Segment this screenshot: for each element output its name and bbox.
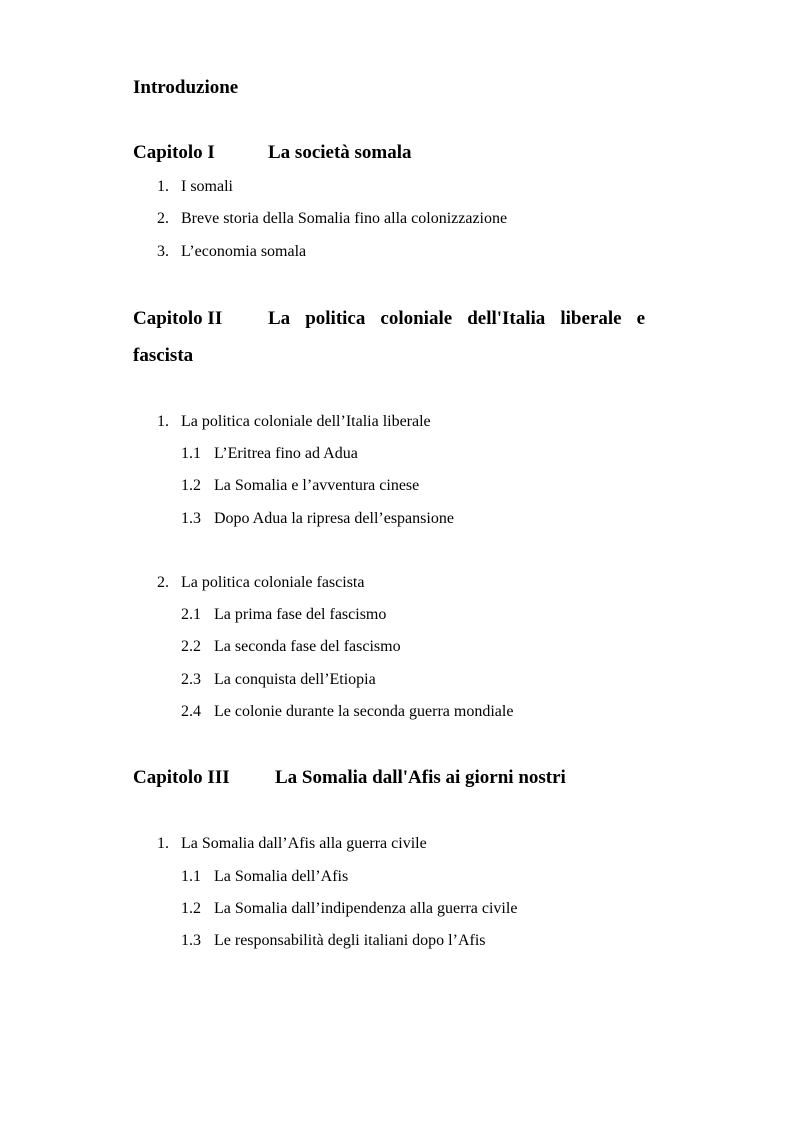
chapter-1-item-2-text: Breve storia della Somalia fino alla colonizzazione [181, 210, 508, 227]
chapter-2-sub-1-2-number: 1.2 [181, 477, 201, 494]
chapter-3-title: La Somalia dall'Afis ai giorni nostri [275, 767, 566, 788]
chapter-1-item-1-text: I somali [181, 178, 233, 195]
chapter-3-sub-1-1-text: La Somalia dell’Afis [214, 868, 349, 885]
chapter-2-sub-2-3-number: 2.3 [181, 671, 201, 688]
chapter-2-sub-1-1-text: L’Eritrea fino ad Adua [214, 445, 358, 462]
chapter-2-section-1-number: 1. [157, 413, 169, 430]
chapter-2-title-line-2: fascista [133, 345, 194, 366]
chapter-2-sub-2-2-number: 2.2 [181, 638, 201, 655]
chapter-2-sub-2-4-text: Le colonie durante la seconda guerra mondiale [214, 703, 514, 720]
chapter-1-item-1-number: 1. [157, 178, 169, 195]
chapter-2-sub-2-1-number: 2.1 [181, 606, 201, 623]
intro-heading: Introduzione [133, 77, 239, 98]
chapter-2-section-2-text: La politica coloniale fascista [181, 574, 365, 591]
chapter-1-label: Capitolo I [133, 142, 215, 163]
chapter-2-sub-1-3-number: 1.3 [181, 510, 201, 527]
chapter-2-sub-2-4-number: 2.4 [181, 703, 201, 720]
chapter-2-sub-1-3-text: Dopo Adua la ripresa dell’espansione [214, 510, 454, 527]
chapter-2-sub-2-2-text: La seconda fase del fascismo [214, 638, 401, 655]
chapter-1-title: La società somala [268, 142, 412, 163]
chapter-2-section-1-text: La politica coloniale dell’Italia liberale [181, 413, 431, 430]
chapter-1-item-2-number: 2. [157, 210, 169, 227]
chapter-2-sub-2-1-text: La prima fase del fascismo [214, 606, 387, 623]
chapter-2-sub-1-2-text: La Somalia e l’avventura cinese [214, 477, 420, 494]
chapter-1-item-3-text: L’economia somala [181, 243, 307, 260]
chapter-3-sub-1-2-text: La Somalia dall’indipendenza alla guerra civile [214, 900, 518, 917]
chapter-3-section-1-number: 1. [157, 835, 169, 852]
chapter-3-sub-1-3-number: 1.3 [181, 932, 201, 949]
chapter-3-sub-1-2-number: 1.2 [181, 900, 201, 917]
chapter-3-section-1-text: La Somalia dall’Afis alla guerra civile [181, 835, 427, 852]
chapter-3-label: Capitolo III [133, 767, 230, 788]
chapter-2-section-2-number: 2. [157, 574, 169, 591]
chapter-2-label: Capitolo II [133, 308, 223, 329]
chapter-2-sub-2-3-text: La conquista dell’Etiopia [214, 671, 376, 688]
chapter-1-item-3-number: 3. [157, 243, 169, 260]
chapter-3-sub-1-1-number: 1.1 [181, 868, 201, 885]
chapter-3-sub-1-3-text: Le responsabilità degli italiani dopo l’Afis [214, 932, 486, 949]
chapter-2-sub-1-1-number: 1.1 [181, 445, 201, 462]
chapter-2-title-line-1: La politica coloniale dell'Italia liberale e [268, 308, 645, 329]
